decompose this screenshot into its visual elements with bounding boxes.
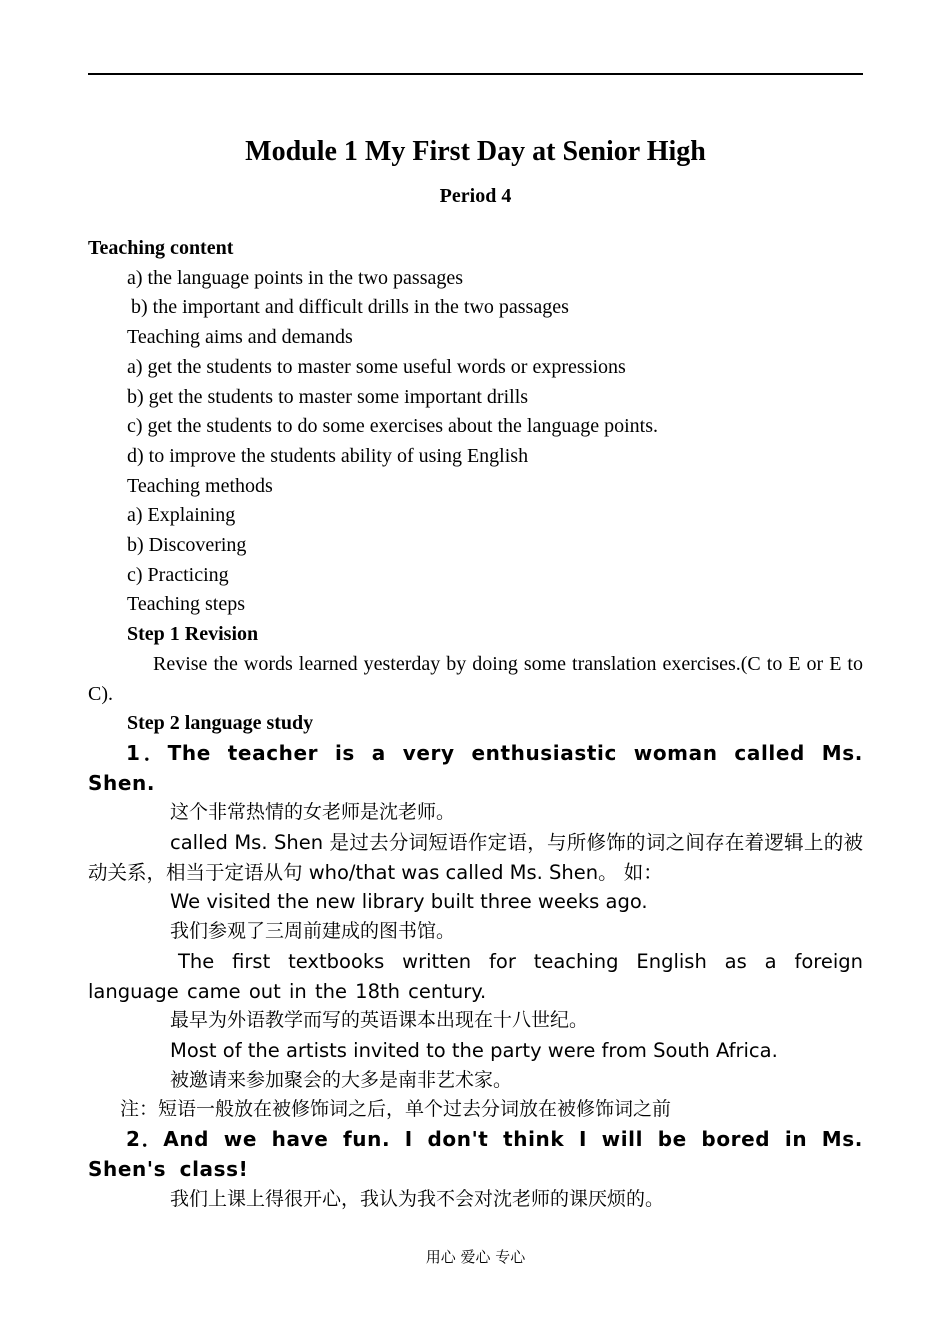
document-title: Module 1 My First Day at Senior High bbox=[245, 136, 706, 167]
aim-item: d) to improve the students ability of using English bbox=[127, 444, 529, 467]
item1-example2-zh: 最早为外语教学而写的英语课本出现在十八世纪。 bbox=[170, 1009, 589, 1032]
content-item-b: b) the important and difficult drills in the two passages bbox=[131, 296, 569, 319]
heading-teaching-aims: Teaching aims and demands bbox=[127, 326, 353, 349]
method-item: c) Practicing bbox=[127, 563, 229, 586]
step2-title: Step 2 language study bbox=[127, 712, 314, 735]
item1-translation: 这个非常热情的女老师是沈老师。 bbox=[170, 801, 456, 824]
content-item-a: a) the language points in the two passages bbox=[127, 266, 464, 289]
aim-item: a) get the students to master some useful words or expressions bbox=[127, 355, 626, 378]
period-subtitle: Period 4 bbox=[439, 185, 512, 207]
heading-teaching-steps: Teaching steps bbox=[127, 593, 246, 616]
item1-example1-en: We visited the new library built three weeks ago. bbox=[170, 890, 648, 914]
heading-teaching-content: Teaching content bbox=[88, 237, 234, 259]
method-item: b) Discovering bbox=[127, 534, 247, 557]
heading-teaching-methods: Teaching methods bbox=[127, 474, 273, 497]
step1-text: Revise the words learned yesterday by doing some translation exercises.(C to E or E to C). bbox=[88, 652, 863, 705]
item1-note: called Ms. Shen 是过去分词短语作定语，与所修饰的词之间存在着逻辑上的被动关系，相当于定语从句 who/that was called Ms. Shen。 如： bbox=[88, 831, 863, 884]
header-rule bbox=[88, 73, 863, 75]
step1-title: Step 1 Revision bbox=[127, 623, 259, 646]
item1-example3-en: Most of the artists invited to the party were from South Africa. bbox=[170, 1038, 778, 1062]
item1-sentence: 1．The teacher is a very enthusiastic woman called Ms. Shen. bbox=[88, 740, 863, 795]
item1-remark: 注：短语一般放在被修饰词之后，单个过去分词放在被修饰词之前 bbox=[120, 1098, 672, 1121]
method-item: a) Explaining bbox=[127, 504, 236, 527]
item2-translation: 我们上课上得很开心，我认为我不会对沈老师的课厌烦的。 bbox=[170, 1187, 665, 1210]
item2-sentence: 2．And we have fun. I don't think I will be bored in Ms. Shen's class! bbox=[88, 1127, 863, 1181]
page-footer: 用心 爱心 专心 bbox=[425, 1248, 526, 1266]
aim-item: c) get the students to do some exercises about the language points. bbox=[127, 415, 658, 438]
item1-example2-en: The first textbooks written for teaching English as a foreign language came out in the 18th century. bbox=[88, 949, 863, 1003]
document-body bbox=[88, 234, 863, 1214]
aim-item: b) get the students to master some important drills bbox=[127, 385, 529, 408]
item1-example3-zh: 被邀请来参加聚会的大多是南非艺术家。 bbox=[170, 1068, 513, 1091]
item1-example1-zh: 我们参观了三周前建成的图书馆。 bbox=[170, 920, 456, 943]
